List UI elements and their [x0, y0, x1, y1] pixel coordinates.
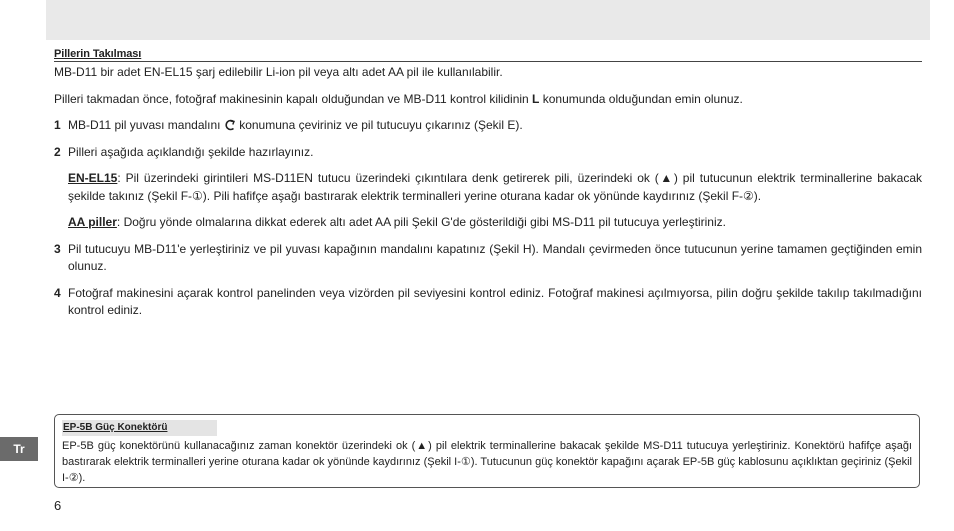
step-4: [54, 285, 922, 320]
main-content: [54, 64, 922, 329]
step-text-before-icon: MB-D11 pil yuvası mandalını: [68, 118, 221, 132]
intro-paragraph-2: [54, 91, 922, 109]
step-text: Pilleri aşağıda açıklandığı şekilde hazırlayınız.: [68, 144, 314, 159]
step-text-after-icon: konumuna çeviriniz ve pil tutucuyu çıkarınız (Şekil E).: [239, 118, 523, 132]
note-title: EP-5B Güç Konektörü: [62, 420, 217, 436]
lock-position-label: L: [532, 91, 540, 106]
header-band: [46, 0, 930, 40]
language-tab: Tr: [0, 437, 38, 461]
intro-paragraph-1: MB-D11 bir adet EN-EL15 şarj edilebilir Li-ion pil veya altı adet AA pil ile kullanılabilir.: [54, 65, 503, 79]
step-number: 1: [54, 118, 61, 132]
page-number: 6: [54, 498, 62, 513]
sub-item-term: AA piller: [68, 215, 117, 229]
intro-text-after: konumunda olduğundan emin olunuz.: [542, 91, 743, 106]
sub-item-aa-batteries: [68, 214, 922, 232]
step-1: [54, 117, 922, 135]
step-2: [54, 144, 922, 162]
step-text: Pil tutucuyu MB-D11'e yerleştiriniz ve pil yuvası kapağının mandalını kapatınız (Şekil H). Mandalı çevirmeden önce tutucunun yerine tamamen geçtiğinden emin olunuz.: [68, 241, 922, 273]
sub-item-text: : Doğru yönde olmalarına dikkat ederek altı adet AA pili Şekil G'de gösterildiği gibi MS-D11 pil tutucuya yerleştiriniz.: [116, 215, 726, 229]
step-3: [54, 241, 922, 276]
note-text: EP-5B güç konektörünü kullanacağınız zaman konektör üzerindeki ok (▲) pil elektrik terminallerine bakacak şekilde MS-D11 tutucuya yerleştiriniz. Konektörü hafifçe aşağı bastırarak elektrik terminalleri yerine oturana kadar ok yönünde kaydırınız (Şekil I-①). Tutucunun güç konektör kapağını açarak EP-5B güç kablosunu açıklıktan geçiriniz (Şekil I-②).: [62, 440, 912, 484]
step-number: 2: [54, 144, 61, 159]
step-number: 3: [54, 241, 61, 256]
intro-text-before: Pilleri takmadan önce, fotoğraf makinesinin kapalı olduğundan ve MB-D11 kontrol kilidinin: [54, 91, 529, 106]
rotate-icon: [224, 119, 236, 131]
step-number: 4: [54, 285, 61, 300]
step-text: [68, 117, 922, 135]
step-text: Fotoğraf makinesini açarak kontrol panelinden veya vizörden pil seviyesini kontrol ediniz. Fotoğraf makinesi açılmıyorsa, pilin doğru şekilde takılıp takılmadığını kontrol ediniz.: [68, 285, 922, 317]
note-box: [54, 414, 920, 488]
section-heading: Pillerin Takılması: [54, 48, 922, 62]
sub-item-text: : Pil üzerindeki girintileri MS-D11EN tutucu üzerindeki çıkıntılara denk getirerek pili, üzerindeki ok (▲) pil tutucunun elektrik terminallerine bakacak şekilde takınız (Şekil F-①). Pili hafifçe aşağı bastırarak elektrik terminalleri yerine oturana kadar ok yönünde kaydırınız (Şekil F-②).: [68, 171, 922, 203]
sub-item-en-el15: [68, 170, 922, 205]
sub-item-term: EN-EL15: [68, 171, 118, 185]
